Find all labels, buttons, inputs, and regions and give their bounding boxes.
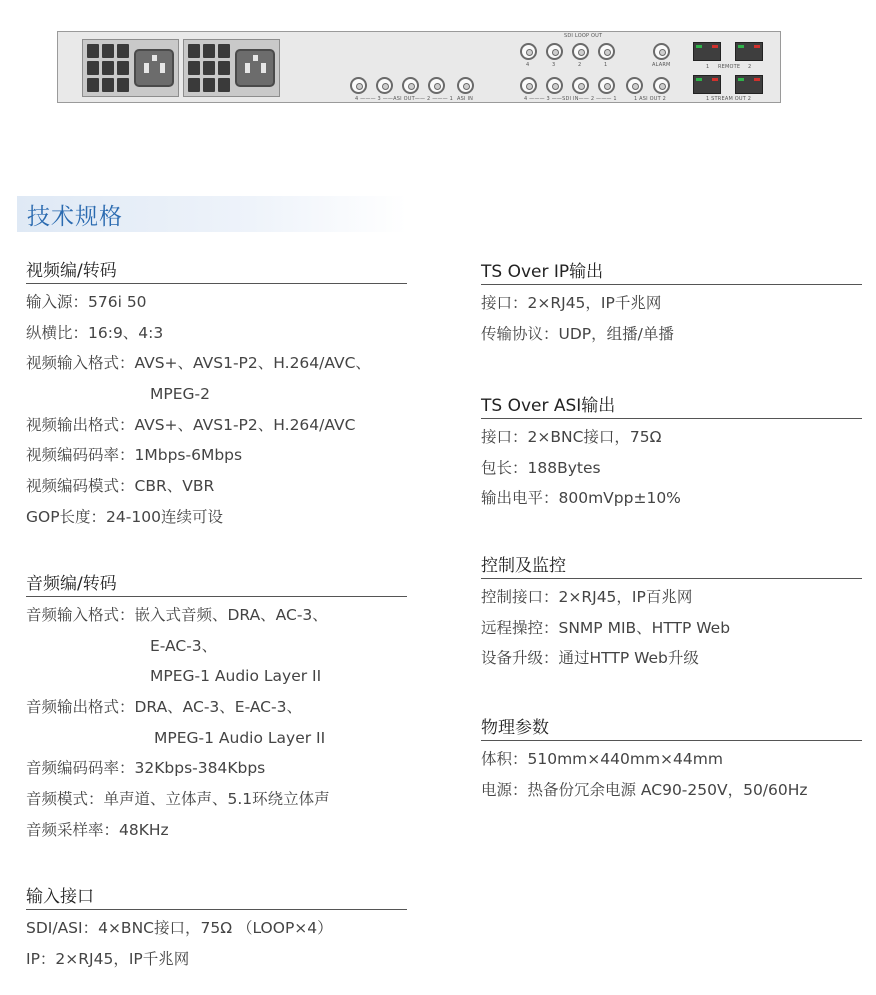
- bnc-connector-icon: [520, 43, 537, 60]
- page-title: 技术规格: [27, 204, 123, 230]
- spec-row: 接口：2×BNC接口，75Ω: [481, 428, 662, 446]
- rj45-port-icon: [693, 75, 721, 94]
- spec-row: 视频输出格式：AVS+、AVS1-P2、H.264/AVC: [26, 415, 356, 434]
- spec-row: 输入源：576i 50: [26, 293, 147, 311]
- bnc-connector-icon: [350, 77, 367, 94]
- bnc-connector-icon: [457, 77, 474, 94]
- asi-out-12-label: 1 ASI OUT 2: [634, 96, 667, 102]
- spec-section-ts-asi: [481, 394, 862, 514]
- asi-out-label: 4 ——— 3 ——ASI OUT—— 2 ——— 1: [355, 96, 453, 102]
- spec-row: IP：2×RJ45，IP千兆网: [26, 949, 190, 968]
- remote-num-2: 2: [748, 64, 752, 70]
- stream-out-label: 1 STREAM OUT 2: [706, 96, 752, 102]
- bnc-connector-icon: [376, 77, 393, 94]
- section-heading: 音频编/转码: [26, 572, 407, 597]
- spec-row: 音频编码码率：32Kbps-384Kbps: [26, 759, 266, 778]
- spec-row: 视频编码模式：CBR、VBR: [26, 477, 215, 496]
- sdi-loop-num-1: 1: [604, 62, 608, 68]
- section-heading: TS Over IP输出: [481, 260, 862, 285]
- bnc-connector-icon: [572, 77, 589, 94]
- spec-row: 接口：2×RJ45，IP千兆网: [481, 294, 662, 312]
- spec-row: 视频编码码率：1Mbps-6Mbps: [26, 446, 243, 465]
- section-heading: 控制及监控: [481, 554, 862, 579]
- alarm-label: ALARM: [652, 62, 671, 68]
- bnc-connector-icon: [402, 77, 419, 94]
- bnc-connector-icon: [520, 77, 537, 94]
- vent-grid-icon: [87, 44, 129, 92]
- spec-row: MPEG-1 Audio Layer II: [154, 728, 326, 747]
- spec-row: 设备升级：通过HTTP Web升级: [481, 649, 699, 668]
- spec-row: MPEG-1 Audio Layer II: [150, 667, 322, 686]
- spec-row: E-AC-3、: [150, 636, 218, 655]
- spec-row: 音频采样率：48KHz: [26, 820, 169, 839]
- spec-row: 电源：热备份冗余电源 AC90-250V，50/60Hz: [481, 780, 808, 799]
- asi-in-label: ASI IN: [457, 96, 474, 102]
- rj45-port-icon: [735, 75, 763, 94]
- sdi-loop-num-4: 4: [526, 62, 530, 68]
- spec-row: SDI/ASI：4×BNC接口，75Ω （LOOP×4）: [26, 919, 333, 937]
- bnc-connector-icon: [572, 43, 589, 60]
- alarm-connector-icon: [653, 43, 670, 60]
- bnc-connector-icon: [546, 43, 563, 60]
- section-heading: 物理参数: [481, 716, 862, 741]
- bnc-connector-icon: [653, 77, 670, 94]
- spec-section-ts-ip: [481, 260, 862, 349]
- spec-row: 音频模式：单声道、立体声、5.1环绕立体声: [26, 790, 330, 809]
- rear-panel-illustration: [57, 31, 781, 103]
- spec-section-video: [26, 259, 407, 533]
- spec-row: GOP长度：24-100连续可设: [26, 507, 223, 526]
- spec-section-input: [26, 885, 407, 974]
- bnc-connector-icon: [428, 77, 445, 94]
- power-socket-icon: [134, 49, 174, 87]
- bnc-connector-icon: [546, 77, 563, 94]
- spec-row: 音频输出格式：DRA、AC-3、E-AC-3、: [26, 698, 302, 717]
- power-supply-2: [183, 39, 280, 97]
- sdi-in-label: 4 ——— 3 ——SDI IN—— 2 ——— 1: [524, 96, 617, 102]
- section-heading: TS Over ASI输出: [481, 394, 862, 419]
- bnc-connector-icon: [626, 77, 643, 94]
- bnc-connector-icon: [598, 43, 615, 60]
- section-title-bar: [17, 196, 407, 232]
- bnc-connector-icon: [598, 77, 615, 94]
- section-heading: 输入接口: [26, 885, 407, 910]
- spec-row: 体积：510mm×440mm×44mm: [481, 750, 723, 768]
- rj45-port-icon: [693, 42, 721, 61]
- spec-row: 远程操控：SNMP MIB、HTTP Web: [481, 618, 731, 637]
- sdi-loop-num-3: 3: [552, 62, 556, 68]
- remote-label: REMOTE: [718, 64, 741, 70]
- sdi-loop-out-label: SDI LOOP OUT: [564, 33, 603, 39]
- sdi-loop-num-2: 2: [578, 62, 582, 68]
- remote-num-1: 1: [706, 64, 710, 70]
- spec-row: 传输协议：UDP，组播/单播: [481, 324, 674, 343]
- power-socket-icon: [235, 49, 275, 87]
- section-heading: 视频编/转码: [26, 259, 407, 284]
- spec-row: 视频输入格式：AVS+、AVS1-P2、H.264/AVC、: [26, 354, 371, 373]
- spec-section-control: [481, 554, 862, 674]
- spec-section-physical: [481, 716, 862, 805]
- spec-row: 包长：188Bytes: [481, 458, 601, 477]
- spec-row: 控制接口：2×RJ45，IP百兆网: [481, 588, 693, 606]
- spec-row: 输出电平：800mVpp±10%: [481, 489, 681, 508]
- vent-grid-icon: [188, 44, 230, 92]
- power-supply-1: [82, 39, 179, 97]
- spec-row: 音频输入格式：嵌入式音频、DRA、AC-3、: [26, 606, 328, 624]
- spec-section-audio: [26, 572, 407, 846]
- spec-row: MPEG-2: [150, 385, 210, 404]
- rj45-port-icon: [735, 42, 763, 61]
- spec-row: 纵横比：16:9、4:3: [26, 323, 164, 342]
